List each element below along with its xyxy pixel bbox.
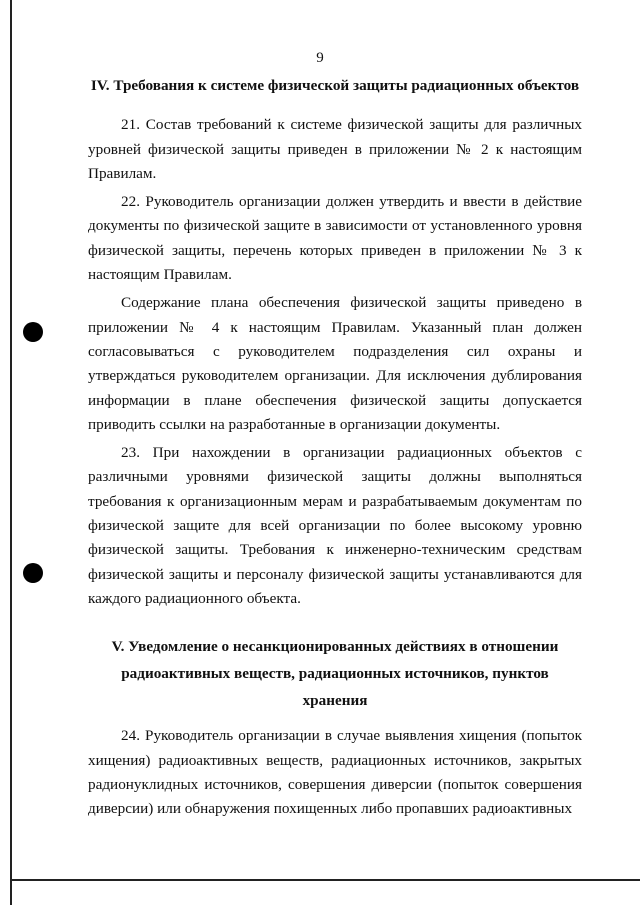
scan-border-left (10, 0, 12, 905)
paragraph-21: 21. Состав требований к системе физической защиты для различных уровней физической защиты приведен в приложении № 2 к настоящим Правилам. (88, 116, 582, 182)
section-5-heading: V. Уведомление о несанкционированных действиях в отношении радиоактивных веществ, радиационных источников, пунктов хранения (111, 638, 559, 710)
page-number: 9 (316, 50, 324, 66)
paragraph-24: 24. Руководитель организации в случае выявления хищения (попыток хищения) радиоактивных веществ, радиационных источников, закрытых радионуклидных источников, совершения диверсии (попыток совершения диверсии) или обнаружения похищенных либо пропавших радиоактивных (88, 727, 582, 818)
paragraph-22: 22. Руководитель организации должен утвердить и ввести в действие документы по физической защите в зависимости от установленного уровня физической защиты, перечень которых приведен в приложении № 3 к настоящим Правилам. (88, 193, 582, 284)
document-body (88, 74, 582, 821)
punch-hole-top (23, 322, 43, 342)
scan-border-bottom (10, 879, 640, 881)
section-4-heading: IV. Требования к системе физической защиты радиационных объектов (90, 77, 580, 94)
paragraph-23: 23. При нахождении в организации радиационных объектов с различными уровнями физической защиты должны выполняться требования к организационным мерам и разрабатываемым документам по физической защите для всей организации по более высокому уровню физической защиты. Требования к инженерно-техническим средствам физической защиты и персоналу физической защиты устанавливаются для каждого радиационного объекта. (88, 444, 582, 607)
punch-hole-bottom (23, 563, 43, 583)
paragraph-plan-content: Содержание плана обеспечения физической защиты приведено в приложении № 4 к настоящим Правилам. Указанный план должен согласовываться с руководителем подразделения сил охраны и утверждаться руководителем организации. Для исключения дублирования информации в плане обеспечения физической защиты допускается приводить ссылки на разработанные в организации документы. (88, 294, 582, 433)
